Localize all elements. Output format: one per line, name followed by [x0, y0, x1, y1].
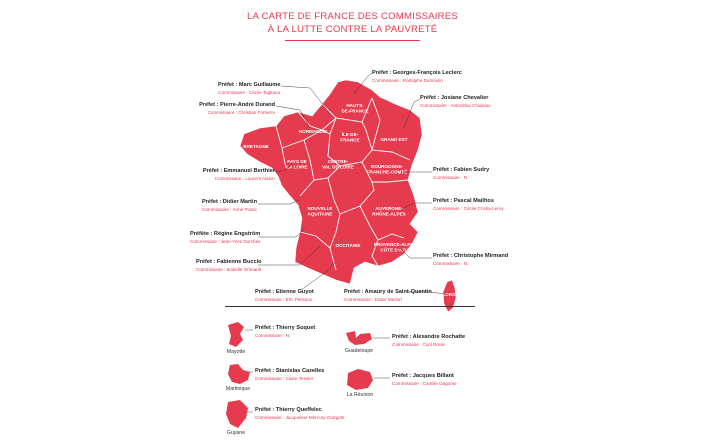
label-guadeloupe: [392, 334, 465, 348]
prefet-name: Préfet : Jacques Billant: [392, 373, 454, 379]
label-ile-de-france: [218, 82, 280, 96]
prefet-name: Préfet : Emmanuel Berthier: [202, 168, 275, 174]
region-pays-de-la-loire: PAYS DE LA LOIRE: [286, 159, 308, 170]
region-bretagne: BRETAGNE: [243, 144, 269, 149]
label-martinique: [255, 368, 324, 382]
label-centre-val-de-loire: [190, 231, 261, 245]
prefet-name: Préfet : Pierre-André Durand: [199, 102, 275, 108]
title-line-1: LA CARTE DE FRANCE DES COMMISSAIRES: [247, 11, 458, 22]
commissaire-name: Commissaire : N.: [433, 175, 469, 180]
label-occitanie: [255, 289, 314, 303]
commissaire-name: Commissaire : Claire Tessier: [255, 376, 314, 381]
martinique-shape: [228, 364, 250, 384]
territory-martinique: Martinique: [225, 386, 251, 392]
prefet-name: Préfet : Didier Martin: [201, 199, 257, 205]
region-bourgogne-franche-comte: BOURGOGNE-FRANCHE-COMTÉ: [366, 164, 408, 175]
territory-la-reunion: La Réunion: [346, 392, 374, 398]
commissaire-name: Commissaire : Laurent Alaton: [214, 176, 275, 181]
region-corse: CORSE: [441, 292, 459, 297]
commissaire-name: Commissaire : Camille Dagome: [392, 381, 457, 386]
commissaire-name: Commissaire : Cécile Cristia-Leroy: [433, 206, 504, 211]
label-normandie: [196, 102, 275, 116]
guyane-shape: [226, 400, 248, 428]
prefet-name: Préfet : Fabienne Buccio: [196, 259, 262, 265]
region-paca: PROVENCE-ALPES-CÔTE D'AZUR: [373, 242, 419, 253]
prefet-name: Préfète : Régine Engström: [190, 231, 261, 237]
prefet-name: Préfet : Pascal Mailhos: [433, 198, 494, 204]
commissaire-name: Commissaire : Didier Medori: [344, 297, 402, 302]
commissaire-name: Commissaire : Cécile Tagliana: [218, 90, 280, 95]
prefet-name: Préfet : Fabien Sudry: [433, 167, 490, 173]
commissaire-name: Commissaire : Jacqueline Mercury-Giorgetti: [255, 415, 345, 420]
label-grand-est: [420, 95, 491, 109]
prefet-name: Préfet : Christophe Mirmand: [433, 253, 509, 259]
commissaire-name: Commissaire : Isabelle Grimault: [196, 267, 262, 272]
section-divider: [225, 306, 475, 307]
mayotte-shape: [228, 322, 244, 347]
label-bretagne: [198, 168, 275, 182]
label-la-reunion: [392, 373, 457, 387]
prefet-name: Préfet : Georges-François Leclerc: [372, 70, 462, 76]
label-guyane: [255, 407, 344, 421]
prefet-name: Préfet : Alexandre Rochatte: [392, 334, 466, 340]
prefet-name: Préfet : Thierry Queffelec: [255, 407, 322, 413]
prefet-name: Préfet : Stanislas Cazelles: [255, 368, 325, 374]
commissaire-name: Commissaire : Eric Pelisson: [255, 297, 313, 302]
title-line-2: À LA LUTTE CONTRE LA PAUVRETÉ: [267, 24, 438, 35]
region-nouvelle-aquitaine: NOUVELLE AQUITAINE: [307, 206, 333, 217]
prefet-name: Préfet : Amaury de Saint-Quentin: [344, 289, 432, 295]
region-auvergne-rhone-alpes: AUVERGNE-RHÔNE-ALPES: [372, 206, 406, 217]
region-centre-val-de-loire: CENTRE-VAL DE LOIRE: [322, 159, 354, 170]
label-hauts-de-france: [372, 70, 462, 84]
commissaire-name: Commissaire : N.: [255, 333, 291, 338]
commissaire-name: Commissaire : Jean-Yves Dorches: [190, 239, 261, 244]
commissaire-name: Commissaire : Cyril Roule: [392, 342, 446, 347]
label-pays-de-la-loire: [200, 199, 257, 213]
guadeloupe-shape: [346, 331, 372, 345]
prefet-name: Préfet : Josiane Chevalier: [420, 95, 489, 101]
label-paca: [433, 253, 508, 267]
territory-guyane: Guyane: [226, 430, 246, 436]
prefet-name: Préfet : Marc Guillaume: [218, 82, 281, 88]
territory-mayotte: Mayotte: [226, 349, 246, 355]
prefet-name: Préfet : Etienne Guyot: [255, 289, 314, 295]
commissaire-name: Commissaire : Antonithia Chabeau: [420, 103, 491, 108]
territory-guadeloupe: Guadeloupe: [344, 348, 374, 354]
commissaire-name: Commissaire : Christian Fortierre: [207, 110, 275, 115]
region-normandie: NORMANDIE: [298, 129, 328, 134]
label-mayotte: [255, 325, 315, 339]
label-corse: [344, 289, 432, 303]
region-hauts-de-france: HAUTS-DE-FRANCE: [341, 103, 369, 114]
region-occitanie: OCCITANIE: [335, 243, 361, 248]
la-reunion-shape: [347, 369, 373, 390]
region-grand-est: GRAND EST: [380, 137, 408, 142]
commissaire-name: Commissaire : N.: [433, 261, 469, 266]
label-nouvelle-aquitaine: [196, 259, 262, 273]
prefet-name: Préfet : Thierry Suquet: [255, 325, 316, 331]
commissaire-name: Commissaire : Anne Postic: [202, 207, 257, 212]
label-auvergne-rhone-alpes: [433, 198, 504, 212]
label-bourgogne-franche-comte: [433, 167, 489, 181]
commissaire-name: Commissaire : Rodolphe Dumoulin: [372, 78, 443, 83]
region-ile-de-france: ÎLE-DE-FRANCE: [340, 132, 360, 143]
